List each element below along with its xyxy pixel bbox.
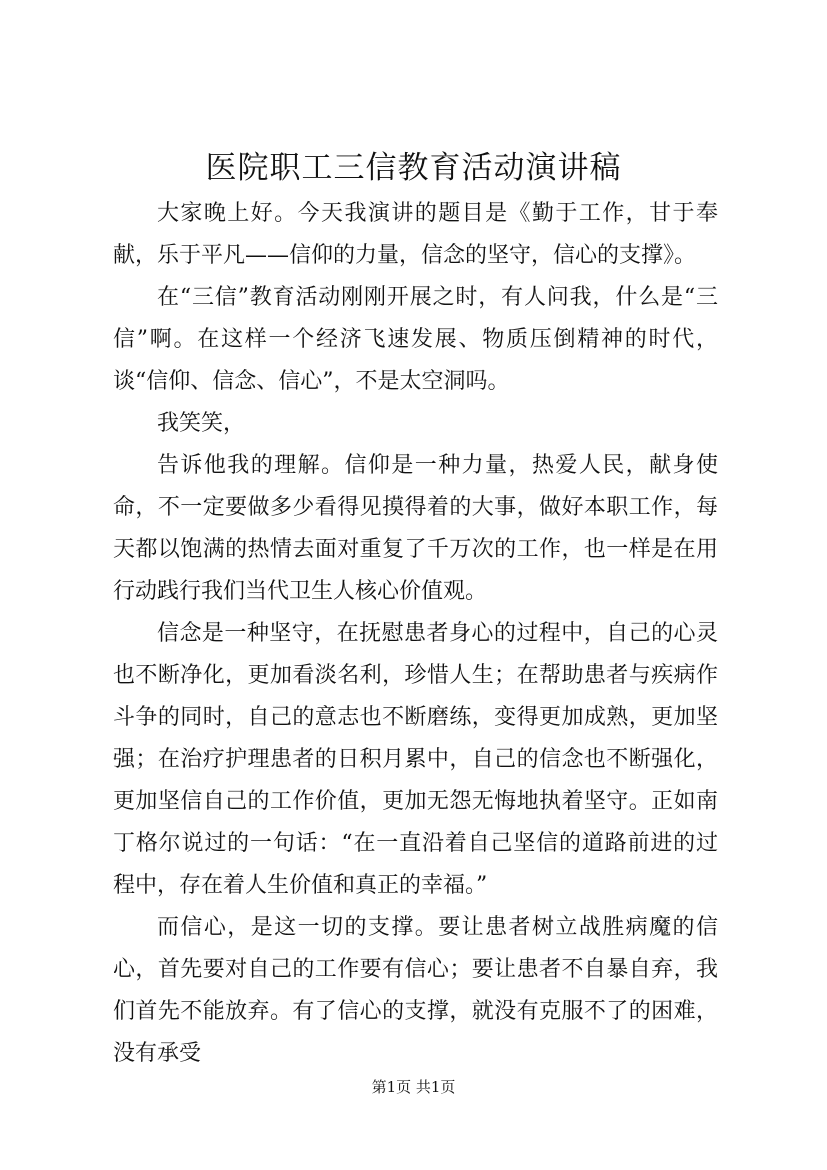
paragraph-belief: 信念是一种坚守，在抚慰患者身心的过程中，自己的心灵也不断净化，更加看淡名利，珍惜人生；在帮助患者与疾病作斗争的同时，自己的意志也不断磨练，变得更加成熟，更加坚强；在治疗护理患者的日积月累中，自己的信念也不断强化，更加坚信自己的工作价值，更加无怨无悔地执着坚守。正如南丁格尔说过的一句话：“在一直沿着自己坚信的道路前进的过程中，存在着人生价值和真正的幸福。” — [113, 621, 718, 898]
paragraph-faith: 告诉他我的理解。信仰是一种力量，热爱人民，献身使命，不一定要做多少看得见摸得着的大事，做好本职工作，每天都以饱满的热情去面对重复了千万次的工作，也一样是在用行动践行我们当代卫生人核心价值观。 — [113, 453, 718, 604]
page-footer: 第1页 共1页 — [371, 1078, 456, 1096]
paragraph-question: 在“三信”教育活动刚刚开展之时，有人问我，什么是“三信”啊。在这样一个经济飞速发展、物质压倒精神的时代，谈“信仰、信念、信心”，不是太空洞吗。 — [113, 285, 718, 394]
paragraph-confidence: 而信心，是这一切的支撑。要让患者树立战胜病魔的信心，首先要对自己的工作要有信心；要让患者不自暴自弃，我们首先不能放弃。有了信心的支撑，就没有克服不了的困难，没有承受 — [113, 915, 718, 1066]
paragraph-smile: 我笑笑， — [157, 411, 246, 436]
document-title: 医院职工三信教育活动演讲稿 — [205, 150, 622, 186]
paragraph-greeting: 大家晚上好。今天我演讲的题目是《勤于工作，甘于奉献，乐于平凡——信仰的力量，信念的坚守，信心的支撑》。 — [113, 201, 718, 268]
document-body — [113, 193, 718, 1075]
